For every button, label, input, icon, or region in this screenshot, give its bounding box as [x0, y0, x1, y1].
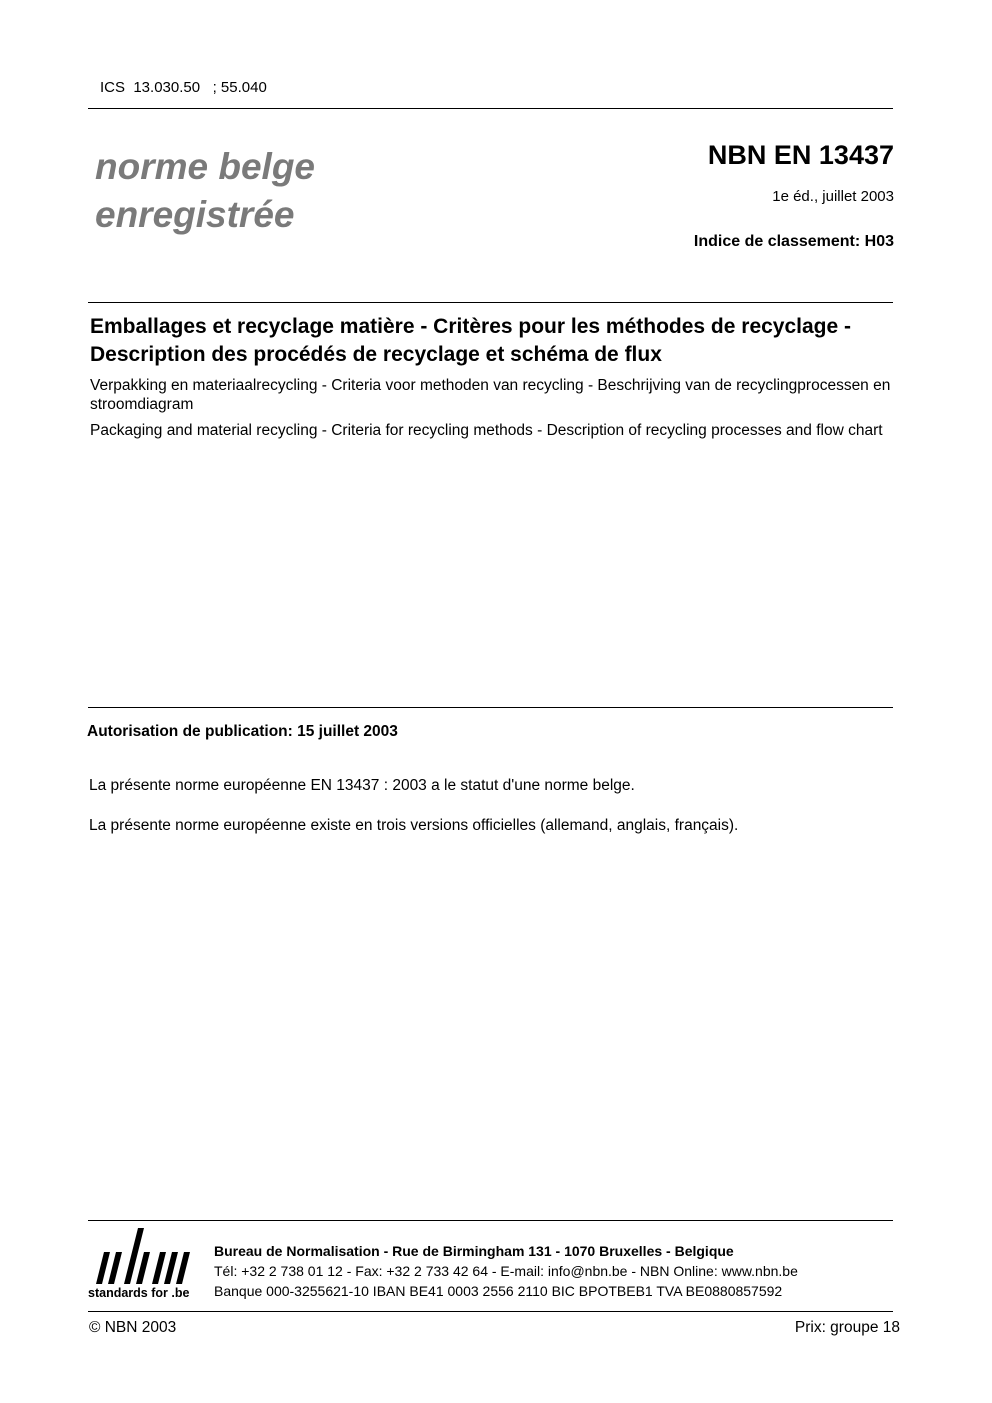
copyright: © NBN 2003: [89, 1319, 177, 1336]
edition-date: 1e éd., juillet 2003: [772, 188, 894, 205]
publication-divider: [88, 707, 893, 708]
bottom-divider: [88, 1311, 893, 1312]
brand-line-2: enregistrée: [95, 194, 295, 235]
footer-bank: Banque 000-3255621-10 IBAN BE41 0003 2556 2110 BIC BPOTBEB1 TVA BE0880857592: [214, 1283, 783, 1299]
logo-caption: standards for .be: [88, 1286, 190, 1300]
versions-statement: La présente norme européenne existe en trois versions officielles (allemand, anglais, français).: [89, 817, 739, 834]
brand-line-1: norme belge: [95, 146, 315, 187]
footer-divider: [88, 1220, 893, 1221]
footer-address: Bureau de Normalisation - Rue de Birmingham 131 - 1070 Bruxelles - Belgique: [214, 1243, 734, 1259]
title-divider: [88, 302, 893, 303]
footer-contact: Tél: +32 2 738 01 12 - Fax: +32 2 733 42 64 - E-mail: info@nbn.be - NBN Online: www.nbn.be: [214, 1263, 798, 1279]
standard-number: NBN EN 13437: [707, 140, 894, 170]
classification-index: Indice de classement: H03: [693, 233, 894, 250]
ics-codes: ICS 13.030.50 ; 55.040: [100, 79, 267, 96]
title-english: Packaging and material recycling - Criteria for recycling methods - Description of recycling processes and flow chart: [90, 422, 883, 439]
nbn-logo-icon: [88, 1228, 198, 1286]
price-group: Prix: groupe 18: [794, 1319, 900, 1336]
header-divider: [88, 108, 893, 109]
footer-contact-block: [214, 1241, 798, 1301]
title-dutch: Verpakking en materiaalrecycling - Criteria voor methoden van recycling - Beschrijving van de recyclingprocessen en stroomdiagram: [90, 377, 891, 413]
title-french: Emballages et recyclage matière - Critères pour les méthodes de recyclage - Description des procédés de recyclage et schéma de flux: [90, 315, 852, 366]
publication-authorisation: Autorisation de publication: 15 juillet 2003: [87, 723, 398, 740]
brand-title: [95, 143, 315, 239]
status-statement: La présente norme européenne EN 13437 : 2003 a le statut d'une norme belge.: [89, 777, 635, 794]
nbn-logo: [88, 1228, 203, 1306]
